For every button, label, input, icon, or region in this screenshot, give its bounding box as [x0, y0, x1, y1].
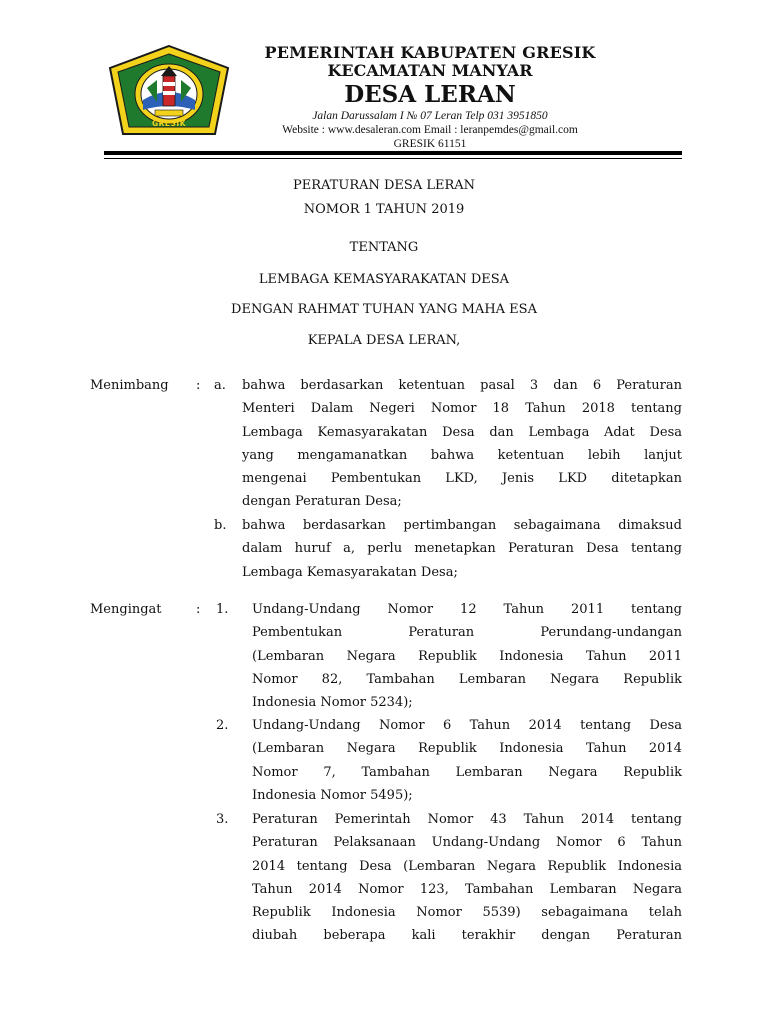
text-line: Indonesia Nomor 5234); — [252, 695, 413, 711]
text-line: 2014 tentang Desa (Lembaran Negara Republik Indonesia — [252, 858, 682, 874]
menimbang-label: Menimbang — [90, 378, 169, 393]
text-line: Nomor 7, Tambahan Lembaran Negara Republik — [252, 764, 682, 780]
menimbang-colon: : — [196, 378, 201, 393]
menimbang-item-b — [242, 514, 682, 584]
text-line: Peraturan Pemerintah Nomor 43 Tahun 2014 tentang — [252, 812, 682, 827]
text-line: Undang-Undang Nomor 6 Tahun 2014 tentang Desa — [252, 718, 682, 733]
text-line: Lembaga Kemasyarakatan Desa dan Lembaga Adat Desa — [242, 424, 682, 440]
text-line: bahwa berdasarkan ketentuan pasal 3 dan 6 Peraturan — [242, 378, 682, 393]
text-line: Tahun 2014 Nomor 123, Tambahan Lembaran Negara — [252, 881, 682, 897]
text-line: Undang-Undang Nomor 12 Tahun 2011 tentang — [252, 602, 682, 617]
menimbang-item-a — [242, 374, 682, 514]
regulation-number: NOMOR 1 TAHUN 2019 — [303, 202, 465, 217]
letterhead-contact: Website : www.desaleran.com Email : leranpemdes@gmail.com — [282, 124, 578, 136]
mengingat-item-3 — [252, 808, 682, 948]
text-line: dengan Peraturan Desa; — [242, 494, 402, 510]
menimbang-marker-b: b. — [214, 518, 227, 533]
text-line: Lembaga Kemasyarakatan Desa; — [242, 564, 458, 580]
letterhead-government: PEMERINTAH KABUPATEN GRESIK — [264, 43, 596, 62]
letterhead-postal: GRESIK 61151 — [393, 138, 467, 150]
text-line: Republik Indonesia Nomor 5539) sebagaimana telah — [252, 905, 682, 921]
regulation-authority: KEPALA DESA LERAN, — [307, 333, 461, 348]
mengingat-item-1 — [252, 598, 682, 714]
mengingat-section — [0, 598, 768, 1018]
mengingat-marker-2: 2. — [216, 718, 229, 733]
text-line: Menteri Dalam Negeri Nomor 18 Tahun 2018 tentang — [242, 401, 682, 417]
regulation-title: PERATURAN DESA LERAN — [292, 178, 476, 193]
menimbang-section — [0, 374, 768, 584]
mengingat-colon: : — [196, 602, 201, 617]
letterhead-village: DESA LERAN — [344, 81, 516, 108]
text-line: (Lembaran Negara Republik Indonesia Tahun 2011 — [252, 648, 682, 664]
menimbang-marker-a: a. — [214, 378, 226, 393]
text-line: Pembentukan Peraturan Perundang-undangan — [252, 625, 682, 641]
letterhead-address: Jalan Darussalam I № 07 Leran Telp 031 3951850 — [312, 110, 548, 122]
text-line: Indonesia Nomor 5495); — [252, 787, 413, 803]
text-line: (Lembaran Negara Republik Indonesia Tahun 2014 — [252, 741, 682, 757]
mengingat-marker-3: 3. — [216, 812, 229, 827]
logo-text: GRESIK — [151, 119, 187, 128]
regulation-about: TENTANG — [349, 240, 419, 255]
text-line: dalam huruf a, perlu menetapkan Peraturan Desa tentang — [242, 541, 682, 557]
text-line: Peraturan Pelaksanaan Undang-Undang Nomor 6 Tahun — [252, 835, 682, 851]
text-line: mengenai Pembentukan LKD, Jenis LKD ditetapkan — [242, 471, 682, 487]
text-line: yang mengamanatkan bahwa ketentuan lebih lanjut — [242, 447, 682, 463]
regulation-invocation: DENGAN RAHMAT TUHAN YANG MAHA ESA — [231, 302, 537, 317]
letterhead-divider-thin — [104, 158, 682, 159]
letterhead — [262, 44, 598, 151]
mengingat-item-2 — [252, 714, 682, 807]
text-line: diubah beberapa kali terakhir dengan Peraturan — [252, 928, 682, 944]
text-line: bahwa berdasarkan pertimbangan sebagaimana dimaksud — [242, 518, 682, 533]
mengingat-marker-1: 1. — [216, 602, 229, 617]
regulation-subject: LEMBAGA KEMASYARAKATAN DESA — [258, 272, 510, 287]
text-line: Nomor 82, Tambahan Lembaran Negara Republik — [252, 671, 682, 687]
gresik-emblem-logo — [107, 44, 231, 138]
letterhead-divider-thick — [104, 151, 682, 155]
mengingat-label: Mengingat — [90, 602, 162, 617]
letterhead-district: KECAMATAN MANYAR — [327, 61, 533, 80]
